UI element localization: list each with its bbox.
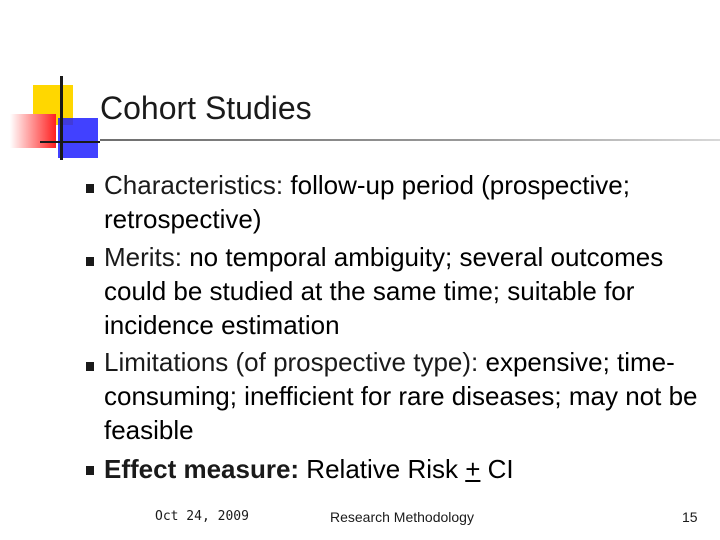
bullet-marker bbox=[86, 362, 94, 371]
slide-title: Cohort Studies bbox=[100, 90, 312, 126]
bullet-characteristics bbox=[104, 168, 704, 236]
bullet-marker bbox=[86, 466, 94, 475]
blue-square-decoration bbox=[58, 118, 98, 158]
bullet-label: Effect measure: bbox=[104, 454, 300, 484]
bullet-effect-measure bbox=[104, 452, 704, 486]
bullet-label: Limitations (of prospective type): bbox=[104, 347, 479, 377]
bullet-merits bbox=[104, 240, 704, 342]
page-number: 15 bbox=[682, 509, 698, 525]
bullet-text: no temporal ambiguity; several outcomes could be studied at the same time; suitable for incidence estimation bbox=[104, 242, 664, 340]
footer-date: Oct 24, 2009 bbox=[155, 509, 249, 524]
bullet-marker bbox=[86, 257, 94, 266]
bullet-marker bbox=[86, 184, 94, 193]
bullet-text: Relative Risk bbox=[299, 454, 466, 484]
vertical-rule bbox=[60, 76, 63, 160]
title-underline bbox=[100, 139, 720, 141]
bullet-text: follow-up period (prospective; retrospective) bbox=[104, 170, 630, 234]
plus-minus-symbol: + bbox=[465, 454, 481, 484]
short-horizontal-rule bbox=[40, 141, 100, 143]
bullet-text-end: CI bbox=[480, 454, 514, 484]
bullet-text: expensive; time-consuming; inefficient for rare diseases; may not be feasible bbox=[104, 347, 698, 445]
bullet-label: Merits: bbox=[104, 242, 182, 272]
bullet-limitations bbox=[104, 345, 704, 447]
footer-title: Research Methodology bbox=[330, 509, 474, 525]
bullet-label: Characteristics: bbox=[104, 170, 284, 200]
